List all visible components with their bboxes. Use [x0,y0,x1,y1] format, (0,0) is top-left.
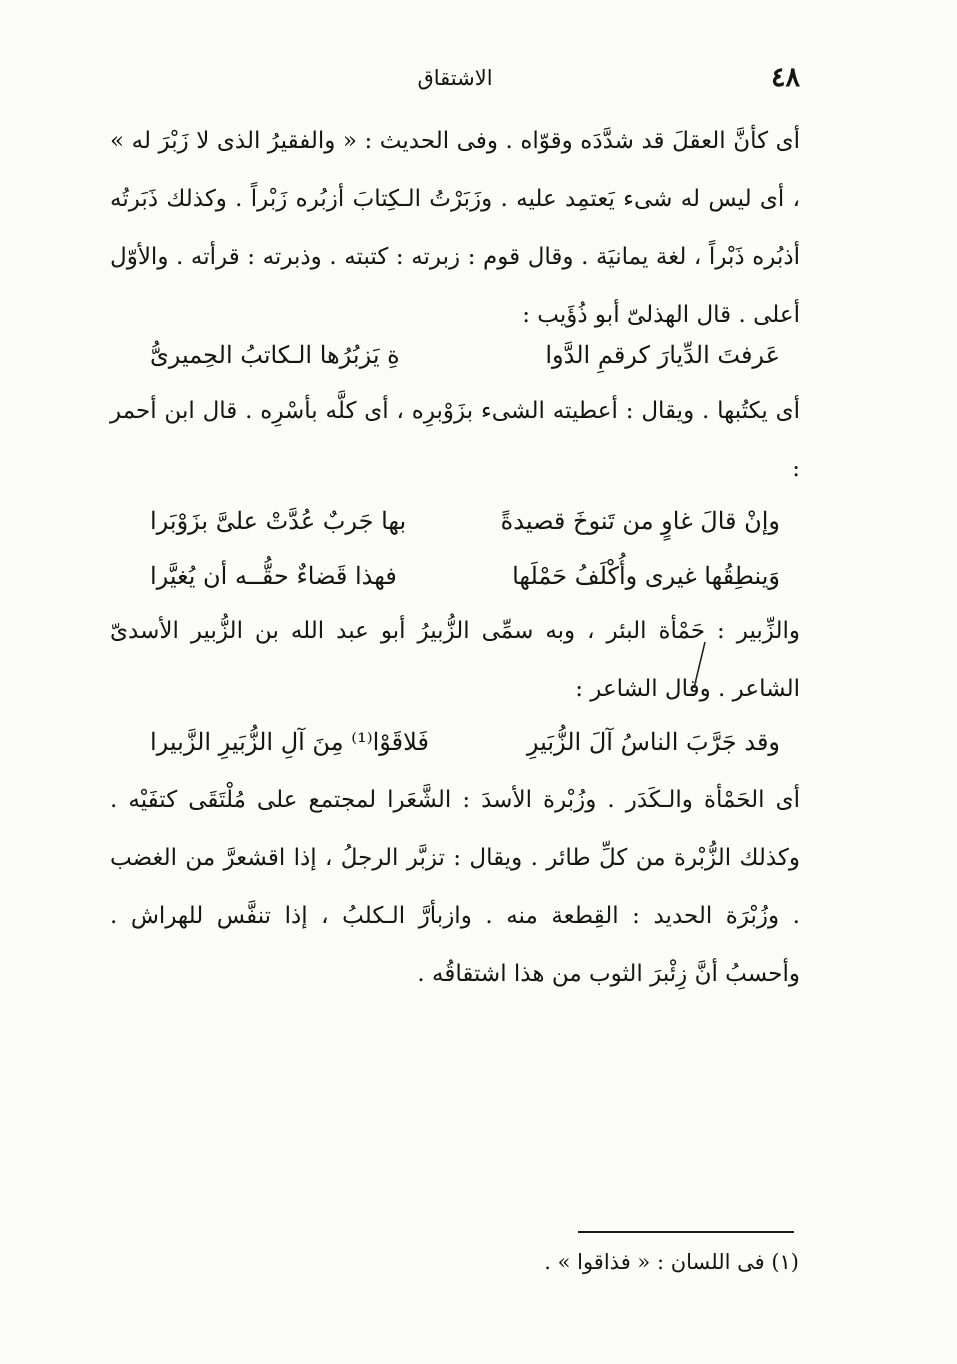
verse-4-second-hemistich: فَلاقَوْا⁽¹⁾ مِنَ آلِ الزُّبَيرِ الزَّبيرا [150,728,429,756]
paragraph-4: أى الحَمْأة والـكَدَر . وزُبْرة الأسدَ : الشَّعَرا لمجتمع على مُلْتَقَى كتفَيْه . وكذلك الزُّبْرة من كلِّ طائر . ويقال : تزبَّر الرجلُ ، إذا اقشعرَّ من الغضب . وزُبْرَة الحديد : القِطعة منه . وازبأرَّ الـكلبُ ، إذا تنفَّس للهراش . وأحسبُ أنَّ زِئْبرَ الثوب من هذا اشتقاقُه . [110,787,800,987]
verse-1-first-hemistich: عَرفتَ الدِّيارَ كرقمِ الدَّوا [545,341,780,369]
page-number: ٤٨ [770,62,800,93]
verse-2 [110,492,800,550]
paragraph-3: والزِّبير : حَمْأة البئر ، وبه سمِّى الزُّبيرُ أبو عبد الله بن الزُّبير الأسدىّ الشاعر . وقال الشاعر : [110,618,800,702]
paragraph-1: أى كأنَّ العقلَ قد شدَّدَه وقوّاه . وفى الحديث : « والفقيرُ الذى لا زَبْرَ له » ، أى ليس له شىء يَعتمِد عليه . وزَبَرْتُ الـكِتابَ أزبُره زَبْراً . وكذلك ذَبَرتُه أذبُره ذَبْراً ، لغة يمانيَة . وقال قوم : زبرته : كتبته . وذبرته : قرأته . والأوّل أعلى . قال الهذلىّ أبو ذُؤَيب : [110,128,800,328]
footnote: (١) فى اللسان : « فذاقوا » . [544,1250,799,1274]
verse-1-second-hemistich: ةِ يَزبُرُها الـكاتبُ الحِميرىُّ [150,341,400,369]
verse-3 [110,547,800,605]
paragraph-4-block [110,771,800,1003]
page-header [110,62,800,98]
paragraph-2: أى يكتُبها . ويقال : أعطيته الشىء بزَوْبرِه ، أى كلَّه بأسْرِه . قال ابن أحمر : [110,398,800,482]
pen-mark-icon [688,640,708,692]
verse-2-first-hemistich: وإنْ قالَ غاوٍ من تَنوخَ قصيدةً [500,507,780,535]
verse-3-second-hemistich: فهذا قَضاءٌ حقُّــه أن يُغيَّرا [150,562,397,590]
verse-4 [110,713,800,771]
footnote-divider [578,1231,794,1233]
running-title: الاشتقاق [417,66,493,90]
verse-2-second-hemistich: بها جَربٌ عُدَّتْ علىَّ بزَوْبَرا [150,507,407,535]
paragraph-1-block [110,112,800,344]
verse-3-first-hemistich: وَينطِقُها غيرى وأُكْلَفُ حَمْلَها [512,562,780,590]
paragraph-2-block [110,382,800,498]
verse-4-first-hemistich: وقد جَرَّبَ الناسُ آلَ الزُّبَيرِ [526,728,780,756]
verse-1 [110,326,800,384]
